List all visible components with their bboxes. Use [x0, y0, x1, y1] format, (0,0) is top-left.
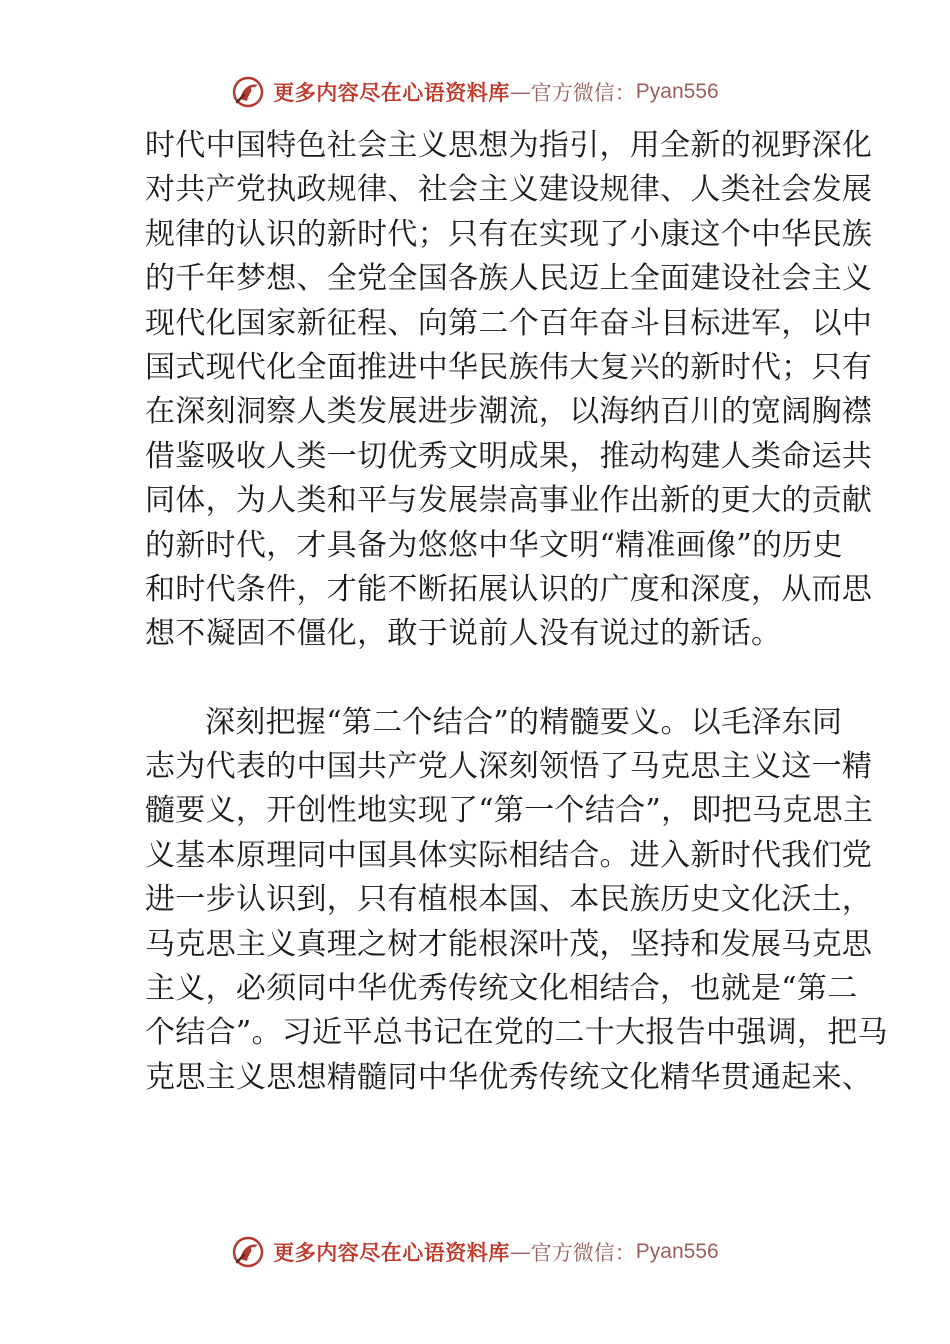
- text-line: 同体，为人类和平与发展崇高事业作出新的更大的贡献: [145, 483, 873, 519]
- logo-icon: [231, 1235, 265, 1269]
- watermark-main: 更多内容尽在心语资料库: [273, 1240, 510, 1265]
- text-line: 在深刻洞察人类发展进步潮流，以海纳百川的宽阔胸襟: [145, 394, 873, 430]
- logo-icon: [231, 75, 265, 109]
- text-line: 个结合”。习近平总书记在党的二十大报告中强调，把马: [145, 1015, 888, 1051]
- text-line: 借鉴吸收人类一切优秀文明成果，推动构建人类命运共: [145, 438, 873, 474]
- text-line: 的千年梦想、全党全国各族人民迈上全面建设社会主义: [145, 261, 873, 297]
- text-line: 深刻把握“第二个结合”的精髓要义。以毛泽东同: [205, 704, 843, 740]
- watermark-weixin-label: 官方微信：: [530, 1241, 636, 1265]
- text-line: 现代化国家新征程、向第二个百年奋斗目标进军，以中: [145, 305, 873, 341]
- text-line: 髓要义，开创性地实现了“第一个结合”，即把马克思主: [145, 793, 874, 829]
- footer-watermark: [0, 1232, 950, 1272]
- text-line: 时代中国特色社会主义思想为指引，用全新的视野深化: [145, 128, 873, 163]
- text-line: 志为代表的中国共产党人深刻领悟了马克思主义这一精: [145, 749, 873, 785]
- header-watermark: [0, 72, 950, 112]
- watermark-dash: —: [509, 80, 531, 104]
- text-line: 想不凝固不僵化，敢于说前人没有说过的新话。: [145, 616, 782, 652]
- text-line: 规律的认识的新时代；只有在实现了小康这个中华民族: [145, 216, 873, 252]
- document-body: [145, 124, 888, 1100]
- watermark-main: 更多内容尽在心语资料库: [273, 80, 510, 105]
- text-line: 义基本原理同中国具体实际相结合。进入新时代我们党: [145, 837, 873, 873]
- watermark-weixin-id: Pyan556: [635, 80, 719, 103]
- watermark-text: [273, 1237, 718, 1267]
- watermark-weixin-id: Pyan556: [635, 1240, 719, 1263]
- watermark-weixin-label: 官方微信：: [530, 81, 636, 105]
- text-line: 克思主义思想精髓同中华优秀传统文化精华贯通起来、: [145, 1059, 873, 1095]
- text-line: 对共产党执政规律、社会主义建设规律、人类社会发展: [145, 172, 873, 208]
- text-line: 马克思主义真理之树才能根深叶茂，坚持和发展马克思: [145, 926, 873, 962]
- text-line: 主义，必须同中华优秀传统文化相结合，也就是“第二: [145, 971, 858, 1007]
- watermark-dash: —: [509, 1240, 531, 1264]
- watermark-text: [273, 77, 718, 107]
- text-line: 和时代条件，才能不断拓展认识的广度和深度，从而思: [145, 571, 873, 607]
- text-line: 进一步认识到，只有植根本国、本民族历史文化沃土，: [145, 882, 873, 918]
- text-line: 国式现代化全面推进中华民族伟大复兴的新时代；只有: [145, 349, 873, 385]
- text-line: 的新时代，才具备为悠悠中华文明“精准画像”的历史: [145, 527, 843, 563]
- paragraph-2: [145, 701, 888, 1101]
- paragraph-1: [145, 124, 873, 657]
